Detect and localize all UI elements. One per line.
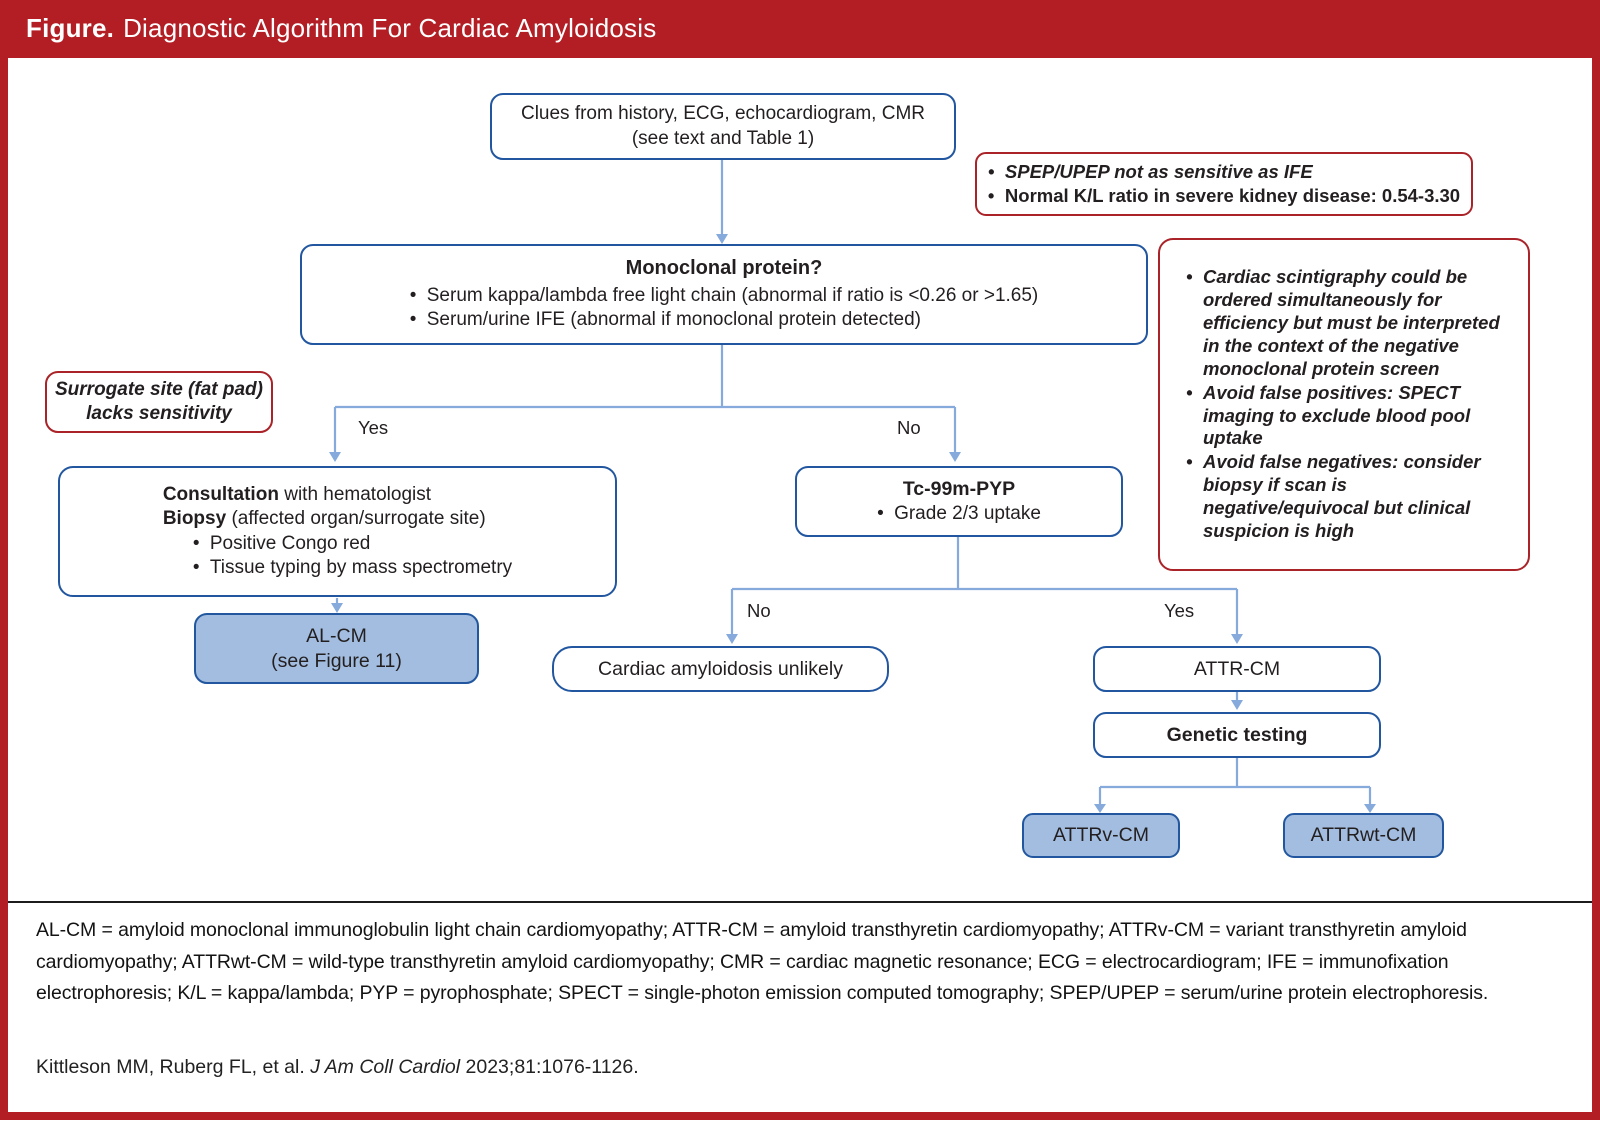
citation-journal: J Am Coll Cardiol <box>310 1056 461 1078</box>
branch-label-no-tc: No <box>747 600 771 621</box>
attrv-cm-box <box>1022 813 1180 858</box>
unlikely-box <box>552 646 889 692</box>
consultation-bullet2: • Tissue typing by mass spectrometry <box>193 556 512 580</box>
attr-cm-box <box>1093 646 1381 692</box>
al-cm-box <box>194 613 479 684</box>
unlikely-label: Cardiac amyloidosis unlikely <box>598 657 843 680</box>
figure-header <box>26 13 656 44</box>
surrogate-note-line2: lacks sensitivity <box>86 403 232 424</box>
scintigraphy-note <box>1158 238 1530 571</box>
clues-line1: Clues from history, ECG, echocardiogram, CMR <box>520 103 926 125</box>
surrogate-note <box>45 371 273 433</box>
attrwt-cm-box <box>1283 813 1444 858</box>
genetic-testing-box <box>1093 712 1381 758</box>
al-cm-line1: AL-CM <box>306 624 367 647</box>
figure-title: Diagnostic Algorithm For Cardiac Amyloidosis <box>123 13 657 43</box>
spep-note-bullet1: • SPEP/UPEP not as sensitive as IFE <box>988 160 1460 184</box>
scintigraphy-bullet1: • Cardiac scintigraphy could be ordered simultaneously for efficiency but must be interpreted in the context of the negative monoclonal protein screen <box>1186 266 1512 381</box>
monoclonal-bullet2: • Serum/urine IFE (abnormal if monoclonal protein detected) <box>410 308 1039 332</box>
tc-pyp-title: Tc-99m-PYP <box>902 477 1016 500</box>
clues-box <box>490 93 956 160</box>
consultation-line2: Biopsy (affected organ/surrogate site) <box>162 508 486 530</box>
tc-pyp-box <box>795 466 1123 537</box>
clues-line2: (see text and Table 1) <box>631 127 815 149</box>
consultation-line1: Consultation with hematologist <box>162 483 432 505</box>
footnote-divider <box>8 901 1592 903</box>
attrv-cm-label: ATTRv-CM <box>1052 824 1150 847</box>
spep-note-bullet2: • Normal K/L ratio in severe kidney disease: 0.54-3.30 <box>988 184 1460 208</box>
monoclonal-title: Monoclonal protein? <box>625 257 823 280</box>
monoclonal-box <box>300 244 1148 345</box>
figure-label: Figure. <box>26 13 115 43</box>
al-cm-line2: (see Figure 11) <box>271 649 402 672</box>
abbreviation-footnote: AL-CM = amyloid monoclonal immunoglobulin light chain cardiomyopathy; ATTR-CM = amyloid transthyretin cardiomyopathy; ATTRv-CM = variant transthyretin amyloid cardiomyopathy; ATTRwt-CM = wild-type transthyretin amyloid cardiomyopathy; CMR = cardiac magnetic resonance; ECG = electrocardiogram; IFE = immunofixation electrophoresis; K/L = kappa/lambda; PYP = pyrophosphate; SPECT = single-photon emission computed tomography; SPEP/UPEP = serum/urine protein electrophoresis. <box>36 919 1489 1004</box>
spep-note <box>975 152 1473 216</box>
scintigraphy-bullet3: • Avoid false negatives: consider biopsy if scan is negative/equivocal but clinical suspicion is high <box>1186 451 1512 543</box>
branch-label-no-right: No <box>897 417 921 438</box>
monoclonal-bullet1: • Serum kappa/lambda free light chain (abnormal if ratio is <0.26 or >1.65) <box>410 284 1039 308</box>
tc-pyp-bullet1: • Grade 2/3 uptake <box>877 502 1041 526</box>
citation: Kittleson MM, Ruberg FL, et al. J Am Coll Cardiol 2023;81:1076-1126. <box>36 1056 639 1078</box>
consultation-bullet1: • Positive Congo red <box>193 532 512 556</box>
consultation-box <box>58 466 617 597</box>
attr-cm-label: ATTR-CM <box>1193 657 1281 680</box>
attrwt-cm-label: ATTRwt-CM <box>1310 824 1417 847</box>
branch-label-yes-tc: Yes <box>1164 600 1195 621</box>
branch-label-yes-left: Yes <box>358 417 389 438</box>
surrogate-note-line1: Surrogate site (fat pad) <box>55 378 263 400</box>
genetic-testing-label: Genetic testing <box>1166 723 1308 746</box>
scintigraphy-bullet2: • Avoid false positives: SPECT imaging to exclude blood pool uptake <box>1186 382 1512 451</box>
